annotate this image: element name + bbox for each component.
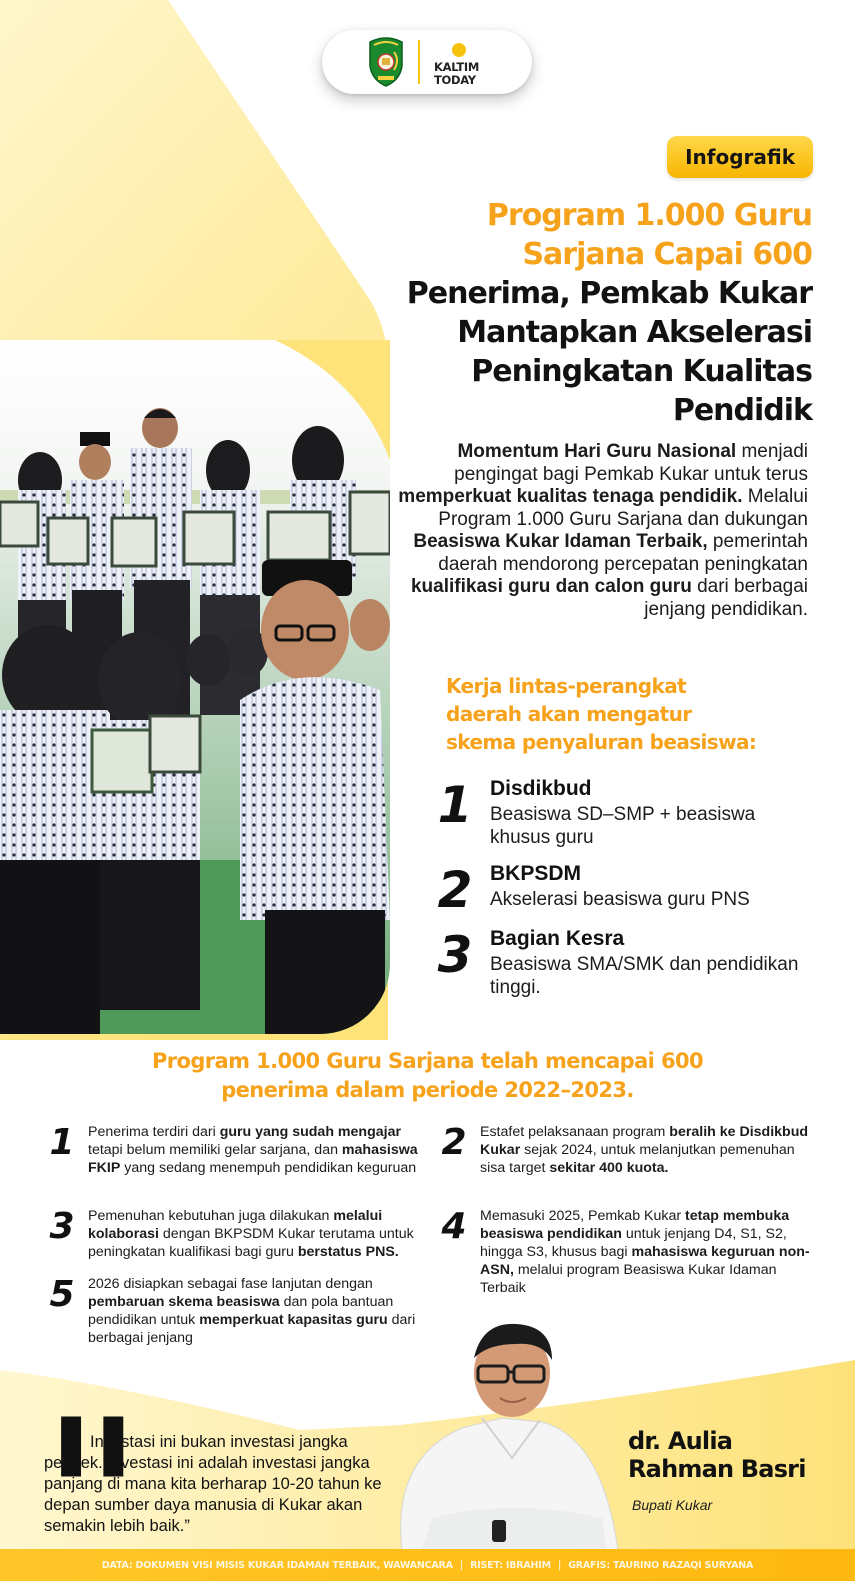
agency-description: Akselerasi beasiswa guru PNS bbox=[490, 889, 750, 910]
agency-description: Beasiswa SD–SMP + beasiswa khusus guru bbox=[490, 804, 756, 848]
point-text-bold: mahasiswa keguruan non-ASN, bbox=[480, 1244, 810, 1278]
point-number: 3 bbox=[49, 1206, 75, 1247]
infografik-badge: Infografik bbox=[667, 136, 813, 178]
footer-separator: | bbox=[557, 1559, 562, 1571]
point-text bbox=[88, 1275, 428, 1347]
point-text-bold: pembaruan skema beasiswa bbox=[88, 1294, 280, 1310]
point-text bbox=[88, 1207, 428, 1261]
point-text-bold: mahasiswa FKIP bbox=[88, 1142, 418, 1176]
title-line-1: Program 1.000 Guru bbox=[486, 198, 812, 233]
agency-item-disdikbud bbox=[430, 776, 830, 856]
intro-bold-3: Beasiswa Kukar Idaman Terbaik, bbox=[413, 531, 708, 552]
footer-separator: | bbox=[459, 1559, 464, 1571]
point-text-bold: tetap membuka beasiswa pendidikan bbox=[480, 1208, 790, 1242]
schema-heading-line-2: daerah akan mengatur bbox=[446, 702, 692, 726]
intro-text-2: Melalui Program 1.000 Guru Sarjana dan dukungan bbox=[438, 486, 808, 530]
credits-footer bbox=[0, 1549, 855, 1581]
point-text-regular: dengan BKPSDM Kukar terutama untuk peningkatan kualifikasi bagi guru bbox=[88, 1226, 414, 1260]
achievement-heading bbox=[0, 1047, 855, 1105]
agency-item-bagian-kesra bbox=[430, 926, 830, 1006]
point-number: 5 bbox=[49, 1274, 75, 1315]
agency-description: Beasiswa SMA/SMK dan pendidikan tinggi. bbox=[490, 954, 799, 998]
intro-bold-1: Momentum Hari Guru Nasional bbox=[457, 441, 737, 462]
teachers-ceremony-photo bbox=[0, 340, 390, 1034]
point-text-regular: tetapi belum memiliki gelar sarjana, dan bbox=[88, 1142, 342, 1158]
point-text-regular: dari berbagai jenjang bbox=[88, 1312, 416, 1346]
title-line-3: Penerima, Pemkab Kukar bbox=[406, 276, 812, 311]
schema-heading bbox=[446, 672, 816, 756]
point-text-regular: Penerima terdiri dari bbox=[88, 1124, 220, 1140]
agency-number: 3 bbox=[437, 926, 473, 984]
quote-text: Investasi ini bukan investasi jangka pendek. Investasi ini adalah investasi jangka panjang di mana kita berharap 10-20 tahun ke depan sumber daya manusia di Kukar akan semakin lebih baik.” bbox=[44, 1433, 382, 1535]
point-text-regular: Estafet pelaksanaan program bbox=[480, 1124, 670, 1140]
point-text bbox=[88, 1123, 428, 1177]
point-text bbox=[480, 1207, 820, 1297]
kaltim-today-logo bbox=[432, 37, 488, 87]
intro-text-3: pemerintah daerah mendorong percepatan peningkatan bbox=[438, 531, 808, 575]
point-text-regular: 2026 disiapkan sebagai fase lanjutan dengan bbox=[88, 1276, 373, 1292]
intro-paragraph bbox=[388, 441, 808, 621]
title-line-5: Peningkatan Kualitas bbox=[471, 354, 812, 389]
speaker-role: Bupati Kukar bbox=[632, 1497, 713, 1513]
point-text-regular: sejak 2024, untuk melanjutkan pemenuhan sisa target bbox=[480, 1142, 795, 1176]
point-text-regular: yang sedang menempuh pendidikan keguruan bbox=[120, 1160, 417, 1176]
intro-text-1: menjadi pengingat bagi Pemkab Kukar untuk terus bbox=[454, 441, 808, 485]
logo-divider bbox=[418, 40, 420, 84]
point-text-bold: memperkuat kapasitas guru bbox=[199, 1312, 388, 1328]
agency-name: Disdikbud bbox=[490, 777, 592, 800]
regency-crest-icon bbox=[366, 36, 406, 88]
speaker-name-line-2: Rahman Basri bbox=[628, 1455, 806, 1483]
agency-number: 1 bbox=[437, 776, 473, 834]
point-text bbox=[480, 1123, 820, 1177]
point-number: 4 bbox=[441, 1206, 467, 1247]
title-line-4: Mantapkan Akselerasi bbox=[457, 315, 812, 350]
point-text-bold: berstatus PNS. bbox=[297, 1244, 399, 1260]
point-text-regular: Memasuki 2025, Pemkab Kukar bbox=[480, 1208, 686, 1224]
point-number: 1 bbox=[49, 1122, 75, 1163]
point-text-bold: beralih ke Disdikbud Kukar bbox=[480, 1124, 809, 1158]
schema-heading-line-3: skema penyaluran beasiswa: bbox=[446, 730, 757, 754]
point-text-bold: melalui kolaborasi bbox=[88, 1208, 383, 1242]
achievement-heading-line-2: penerima dalam periode 2022–2023. bbox=[221, 1078, 634, 1102]
point-text-regular: dan pola bantuan pendidikan untuk bbox=[88, 1294, 394, 1328]
sun-dot-icon bbox=[452, 43, 466, 57]
speaker-name bbox=[628, 1427, 806, 1483]
point-text-regular: Pemenuhan kebutuhan juga dilakukan bbox=[88, 1208, 334, 1224]
speaker-name-line-1: dr. Aulia bbox=[628, 1427, 733, 1455]
point-text-regular: melalui program Beasiswa Kukar Idaman Terbaik bbox=[480, 1262, 777, 1296]
point-text-bold: guru yang sudah mengajar bbox=[219, 1124, 402, 1140]
footer-graphics-credit: GRAFIS: TAURINO RAZAQI SURYANA bbox=[568, 1559, 754, 1571]
intro-text-4: dari berbagai jenjang pendidikan. bbox=[644, 576, 808, 620]
title-line-2: Sarjana Capai 600 bbox=[522, 237, 812, 272]
point-number: 2 bbox=[441, 1122, 467, 1163]
header-logo-pill bbox=[322, 30, 532, 94]
footer-data-source: DATA: DOKUMEN VISI MISIS KUKAR IDAMAN TERBAIK, WAWANCARA bbox=[101, 1559, 453, 1571]
speaker-portrait-photo bbox=[392, 1318, 632, 1550]
agency-item-bkpsdm bbox=[430, 861, 830, 921]
agency-name: BKPSDM bbox=[490, 862, 582, 885]
brand-line2: TODAY bbox=[434, 73, 476, 87]
quote-mark-icon: ❚❚ bbox=[46, 1407, 131, 1477]
point-text-bold: sekitar 400 kuota. bbox=[549, 1160, 669, 1176]
page-title bbox=[372, 196, 812, 430]
agency-number: 2 bbox=[437, 861, 473, 919]
achievement-heading-line-1: Program 1.000 Guru Sarjana telah mencapai 600 bbox=[151, 1049, 704, 1073]
schema-heading-line-1: Kerja lintas-perangkat bbox=[446, 674, 687, 698]
intro-bold-2: memperkuat kualitas tenaga pendidik. bbox=[398, 486, 743, 507]
intro-bold-4: kualifikasi guru dan calon guru bbox=[410, 576, 692, 597]
title-line-6: Pendidik bbox=[672, 393, 812, 428]
footer-research-credit: RISET: IBRAHIM bbox=[470, 1559, 551, 1571]
brand-line1: KALTIM bbox=[434, 60, 480, 74]
point-text-regular: untuk jenjang D4, S1, S2, hingga S3, khusus bagi bbox=[480, 1226, 787, 1260]
agency-name: Bagian Kesra bbox=[490, 927, 625, 950]
